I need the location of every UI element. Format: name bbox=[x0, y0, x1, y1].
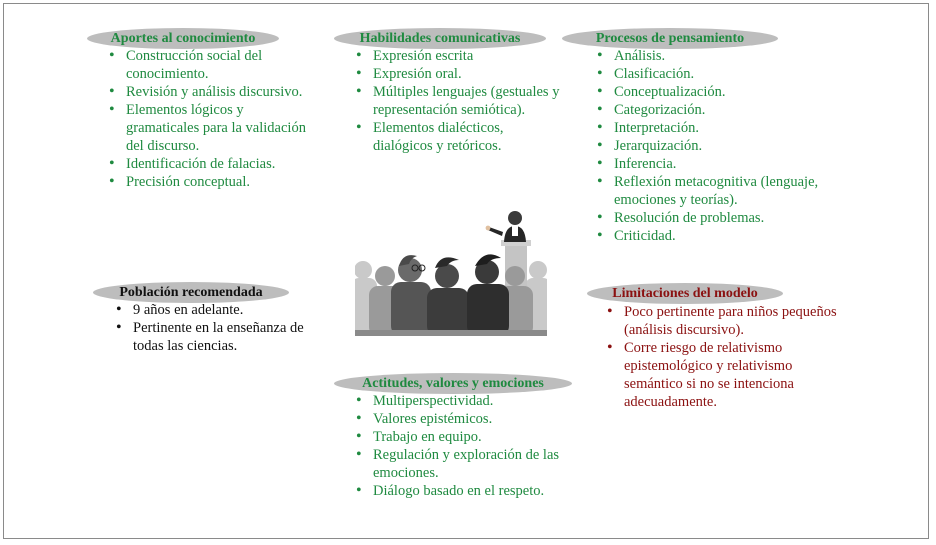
aportes-item: • Precisión conceptual. bbox=[107, 173, 317, 191]
aportes-item: • Revisión y análisis discursivo. bbox=[107, 83, 317, 101]
procesos-list bbox=[595, 47, 857, 245]
procesos-title: Procesos de pensamiento bbox=[562, 28, 778, 49]
procesos-item: • Análisis. bbox=[595, 47, 857, 65]
habilidades-item: • Expresión oral. bbox=[354, 65, 564, 83]
procesos-item: • Reflexión metacognitiva (lenguaje, emociones y teorías). bbox=[595, 173, 857, 209]
poblacion-title: Población recomendada bbox=[93, 282, 289, 303]
habilidades-item: • Expresión escrita bbox=[354, 47, 564, 65]
habilidades-list bbox=[354, 47, 564, 155]
procesos-item: • Criticidad. bbox=[595, 227, 857, 245]
actitudes-item: • Trabajo en equipo. bbox=[354, 428, 564, 446]
actitudes-title: Actitudes, valores y emociones bbox=[334, 373, 572, 394]
actitudes-item: • Diálogo basado en el respeto. bbox=[354, 482, 564, 500]
limitaciones-item: • Corre riesgo de relativismo epistemológico y relativismo semántico si no se intenciona adecuadamente. bbox=[605, 339, 837, 411]
limitaciones-list bbox=[605, 303, 837, 411]
poblacion-item: • 9 años en adelante. bbox=[114, 301, 336, 319]
aportes-item: • Elementos lógicos y gramaticales para la validación del discurso. bbox=[107, 101, 317, 155]
actitudes-list bbox=[354, 392, 564, 500]
procesos-item: • Inferencia. bbox=[595, 155, 857, 173]
procesos-item: • Jerarquización. bbox=[595, 137, 857, 155]
actitudes-item: • Valores epistémicos. bbox=[354, 410, 564, 428]
actitudes-item: • Multiperspectividad. bbox=[354, 392, 564, 410]
procesos-item: • Categorización. bbox=[595, 101, 857, 119]
procesos-item: • Interpretación. bbox=[595, 119, 857, 137]
speaker-audience-icon bbox=[355, 208, 547, 336]
aportes-list bbox=[107, 47, 317, 191]
procesos-item: • Conceptualización. bbox=[595, 83, 857, 101]
poblacion-item: • Pertinente en la enseñanza de todas las ciencias. bbox=[114, 319, 336, 355]
aportes-item: • Construcción social del conocimiento. bbox=[107, 47, 317, 83]
poblacion-list bbox=[114, 301, 336, 355]
habilidades-title: Habilidades comunicativas bbox=[334, 28, 546, 49]
procesos-item: • Resolución de problemas. bbox=[595, 209, 857, 227]
aportes-item: • Identificación de falacias. bbox=[107, 155, 317, 173]
aportes-title: Aportes al conocimiento bbox=[87, 28, 279, 49]
limitaciones-item: • Poco pertinente para niños pequeños (análisis discursivo). bbox=[605, 303, 837, 339]
actitudes-item: • Regulación y exploración de las emociones. bbox=[354, 446, 564, 482]
habilidades-item: • Elementos dialécticos, dialógicos y retóricos. bbox=[354, 119, 564, 155]
limitaciones-title: Limitaciones del modelo bbox=[587, 283, 783, 304]
procesos-item: • Clasificación. bbox=[595, 65, 857, 83]
habilidades-item: • Múltiples lenguajes (gestuales y representación semiótica). bbox=[354, 83, 564, 119]
